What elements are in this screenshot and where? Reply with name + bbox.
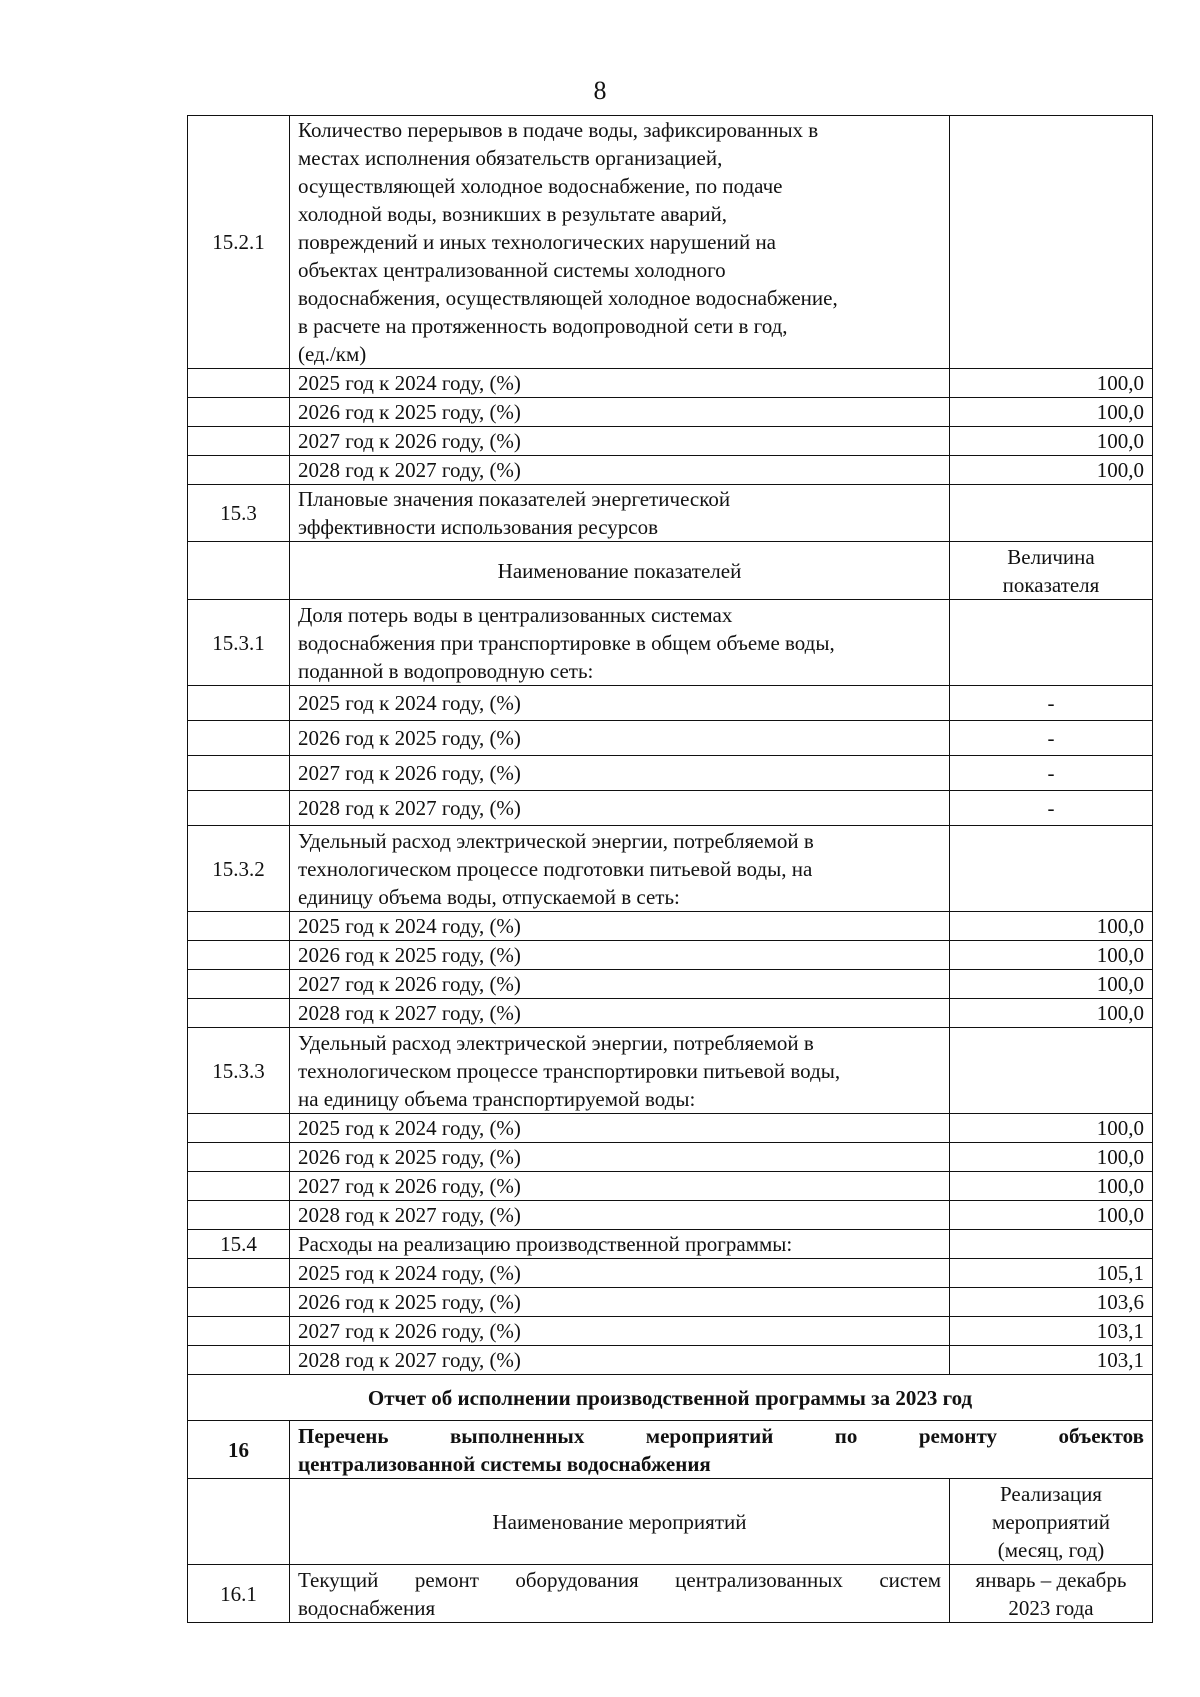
page-number: 8 xyxy=(593,76,607,105)
value-cell: 100,0 xyxy=(950,369,1153,398)
description-line: (ед./км) xyxy=(298,342,367,366)
empty-cell xyxy=(188,1172,290,1201)
empty-cell xyxy=(188,1259,290,1288)
table-row xyxy=(188,941,1153,970)
item-description xyxy=(290,1028,950,1114)
value-cell: 100,0 xyxy=(950,398,1153,427)
description-line: водоснабжения при транспортировке в общем объеме воды, xyxy=(298,630,835,655)
period-label: 2025 год к 2024 году, (%) xyxy=(290,1114,950,1143)
value-cell: 100,0 xyxy=(950,456,1153,485)
period-label: 2028 год к 2027 году, (%) xyxy=(290,791,950,826)
table-row xyxy=(188,116,1153,369)
value-cell xyxy=(950,1565,1153,1623)
period-label: 2028 год к 2027 году, (%) xyxy=(290,999,950,1028)
description-line: водоснабжения xyxy=(298,1595,436,1620)
table-row xyxy=(188,686,1153,721)
period-label: 2026 год к 2025 году, (%) xyxy=(290,721,950,756)
period-label: 2026 год к 2025 году, (%) xyxy=(290,398,950,427)
table-header-row xyxy=(188,1479,1153,1565)
table-row xyxy=(188,1114,1153,1143)
column-header-name: Наименование мероприятий xyxy=(290,1479,950,1565)
empty-cell xyxy=(188,1288,290,1317)
description-line: Доля потерь воды в централизованных системах xyxy=(298,602,733,627)
table-row xyxy=(188,970,1153,999)
table-row xyxy=(188,721,1153,756)
header-line: (месяц, год) xyxy=(997,1537,1105,1562)
table-row xyxy=(188,398,1153,427)
description-line: Удельный расход электрической энергии, потребляемой в xyxy=(298,1030,814,1055)
value-cell: 100,0 xyxy=(950,427,1153,456)
empty-cell xyxy=(188,1346,290,1375)
empty-cell xyxy=(188,721,290,756)
report-title: Отчет об исполнении производственной программы за 2023 год xyxy=(188,1375,1153,1421)
table-row xyxy=(188,1230,1153,1259)
description-line: холодной воды, возникших в результате аварий, xyxy=(298,202,727,226)
period-label: 2027 год к 2026 году, (%) xyxy=(290,1317,950,1346)
empty-cell xyxy=(188,999,290,1028)
empty-cell xyxy=(950,600,1153,686)
column-header-value xyxy=(950,1479,1153,1565)
table-row xyxy=(188,756,1153,791)
empty-cell xyxy=(950,1230,1153,1259)
empty-cell xyxy=(188,456,290,485)
table-row xyxy=(188,1172,1153,1201)
column-header-value xyxy=(950,542,1153,600)
table-row xyxy=(188,1201,1153,1230)
empty-cell xyxy=(188,756,290,791)
table-row xyxy=(188,427,1153,456)
item-description xyxy=(290,1565,950,1623)
description-line: поданной в водопроводную сеть: xyxy=(298,658,594,683)
item-description xyxy=(290,600,950,686)
header-line: Реализация xyxy=(1000,1481,1102,1506)
period-label: 2026 год к 2025 году, (%) xyxy=(290,1288,950,1317)
empty-cell xyxy=(188,542,290,600)
item-number: 15.4 xyxy=(188,1230,290,1259)
value-cell: - xyxy=(950,721,1153,756)
item-number: 16.1 xyxy=(188,1565,290,1623)
item-description xyxy=(290,826,950,912)
table-row xyxy=(188,791,1153,826)
value-line: январь – декабрь xyxy=(975,1567,1127,1592)
item-number: 15.3.3 xyxy=(188,1028,290,1114)
period-label: 2028 год к 2027 году, (%) xyxy=(290,456,950,485)
period-label: 2025 год к 2024 году, (%) xyxy=(290,912,950,941)
value-cell: 100,0 xyxy=(950,941,1153,970)
table-row xyxy=(188,1565,1153,1623)
table-row xyxy=(188,456,1153,485)
period-label: 2027 год к 2026 году, (%) xyxy=(290,756,950,791)
item-number: 15.3 xyxy=(188,485,290,542)
empty-cell xyxy=(188,1479,290,1565)
value-cell: 100,0 xyxy=(950,1172,1153,1201)
item-number: 16 xyxy=(188,1421,290,1479)
description-line: технологическом процессе транспортировки питьевой воды, xyxy=(298,1058,841,1083)
value-cell: 100,0 xyxy=(950,970,1153,999)
empty-cell xyxy=(188,970,290,999)
item-description xyxy=(290,116,950,369)
value-cell: 100,0 xyxy=(950,1143,1153,1172)
period-label: 2025 год к 2024 году, (%) xyxy=(290,369,950,398)
item-number: 15.3.2 xyxy=(188,826,290,912)
empty-cell xyxy=(188,369,290,398)
table-row xyxy=(188,369,1153,398)
item-description xyxy=(290,485,950,542)
empty-cell xyxy=(950,485,1153,542)
description-line: осуществляющей холодное водоснабжение, по подаче xyxy=(298,174,783,198)
description-line: технологическом процессе подготовки питьевой воды, на xyxy=(298,856,813,881)
description-line: местах исполнения обязательств организацией, xyxy=(298,146,723,170)
empty-cell xyxy=(188,1201,290,1230)
table-row xyxy=(188,1375,1153,1421)
description-line: эффективности использования ресурсов xyxy=(298,515,659,539)
empty-cell xyxy=(188,686,290,721)
period-label: 2025 год к 2024 году, (%) xyxy=(290,686,950,721)
value-cell: 100,0 xyxy=(950,1201,1153,1230)
empty-cell xyxy=(950,826,1153,912)
value-line: 2023 года xyxy=(1008,1595,1094,1620)
table-row xyxy=(188,1259,1153,1288)
column-header-name: Наименование показателей xyxy=(290,542,950,600)
period-label: 2025 год к 2024 году, (%) xyxy=(290,1259,950,1288)
table-row xyxy=(188,1143,1153,1172)
indicators-table xyxy=(187,115,1153,1623)
empty-cell xyxy=(188,427,290,456)
description-line: Количество перерывов в подаче воды, зафиксированных в xyxy=(298,118,819,142)
table-row xyxy=(188,1288,1153,1317)
empty-cell xyxy=(188,791,290,826)
table-row xyxy=(188,485,1153,542)
description-line: единицу объема воды, отпускаемой в сеть: xyxy=(298,884,680,909)
value-cell: - xyxy=(950,791,1153,826)
table-row xyxy=(188,1028,1153,1114)
description-line: Перечень выполненных мероприятий по ремонту объектов xyxy=(298,1423,1144,1448)
period-label: 2026 год к 2025 году, (%) xyxy=(290,941,950,970)
description-line: централизованной системы водоснабжения xyxy=(298,1451,711,1476)
table-row xyxy=(188,1346,1153,1375)
item-description xyxy=(290,1421,1153,1479)
period-label: 2027 год к 2026 году, (%) xyxy=(290,1172,950,1201)
description-line: водоснабжения, осуществляющей холодное водоснабжение, xyxy=(298,286,838,310)
value-cell: - xyxy=(950,686,1153,721)
table-header-row xyxy=(188,542,1153,600)
item-number: 15.3.1 xyxy=(188,600,290,686)
value-cell: 103,1 xyxy=(950,1346,1153,1375)
table-row xyxy=(188,1421,1153,1479)
period-label: 2026 год к 2025 году, (%) xyxy=(290,1143,950,1172)
value-cell: 105,1 xyxy=(950,1259,1153,1288)
description-line: повреждений и иных технологических нарушений на xyxy=(298,230,777,254)
header-line: показателя xyxy=(1002,572,1100,597)
value-cell xyxy=(950,116,1153,369)
table-row xyxy=(188,600,1153,686)
period-label: 2028 год к 2027 году, (%) xyxy=(290,1346,950,1375)
table-row xyxy=(188,826,1153,912)
value-cell: - xyxy=(950,756,1153,791)
empty-cell xyxy=(188,912,290,941)
period-label: 2027 год к 2026 году, (%) xyxy=(290,427,950,456)
empty-cell xyxy=(188,941,290,970)
value-cell: 100,0 xyxy=(950,1114,1153,1143)
value-cell: 103,1 xyxy=(950,1317,1153,1346)
empty-cell xyxy=(950,1028,1153,1114)
table-row xyxy=(188,999,1153,1028)
description-line: в расчете на протяженность водопроводной сети в год, xyxy=(298,314,788,338)
period-label: 2027 год к 2026 году, (%) xyxy=(290,970,950,999)
description-line: Плановые значения показателей энергетической xyxy=(298,487,731,511)
empty-cell xyxy=(188,1114,290,1143)
empty-cell xyxy=(188,1143,290,1172)
header-line: Величина xyxy=(1007,544,1095,569)
description-line: объектах централизованной системы холодного xyxy=(298,258,726,282)
value-cell: 103,6 xyxy=(950,1288,1153,1317)
item-number: 15.2.1 xyxy=(188,116,290,369)
table-row xyxy=(188,912,1153,941)
description-line: на единицу объема транспортируемой воды: xyxy=(298,1086,696,1111)
description-line: Текущий ремонт оборудования централизованных систем xyxy=(298,1567,941,1592)
item-description: Расходы на реализацию производственной программы: xyxy=(290,1230,950,1259)
description-line: Удельный расход электрической энергии, потребляемой в xyxy=(298,828,814,853)
value-cell: 100,0 xyxy=(950,912,1153,941)
header-line: мероприятий xyxy=(992,1509,1110,1534)
empty-cell xyxy=(188,1317,290,1346)
period-label: 2028 год к 2027 году, (%) xyxy=(290,1201,950,1230)
value-cell: 100,0 xyxy=(950,999,1153,1028)
table-row xyxy=(188,1317,1153,1346)
empty-cell xyxy=(188,398,290,427)
